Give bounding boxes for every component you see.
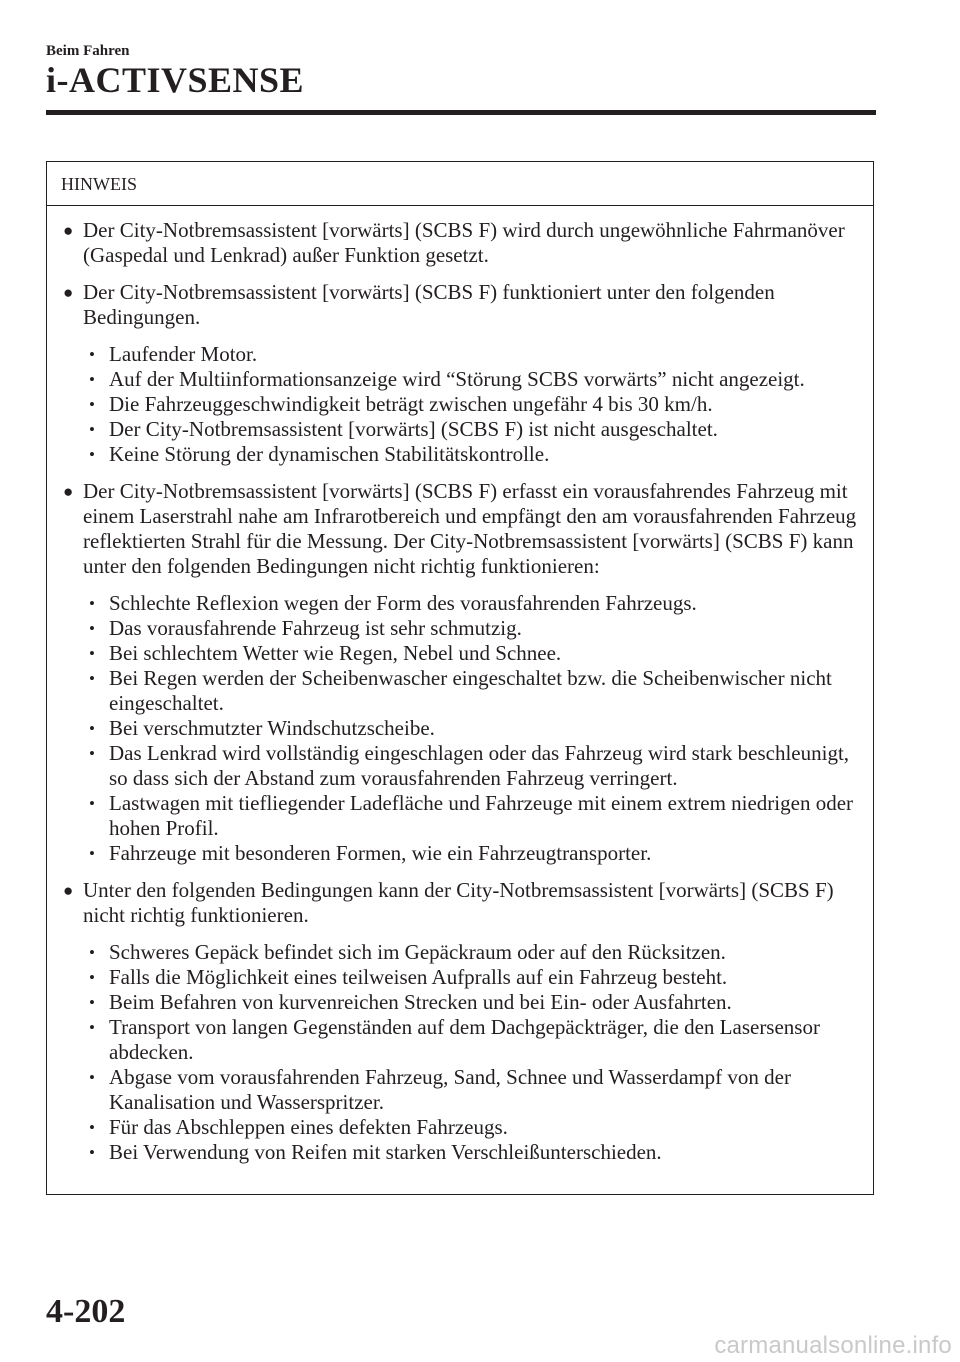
sub-bullet-icon: • (89, 594, 95, 613)
note-subitem-text: Beim Befahren von kurvenreichen Strecken und bei Ein- oder Ausfahrten. (109, 990, 732, 1014)
sub-bullet-icon: • (89, 744, 95, 763)
note-subitem-text: Schweres Gepäck befindet sich im Gepäckraum oder auf den Rücksitzen. (109, 940, 726, 964)
note-subitem (87, 1115, 861, 1140)
note-subitem (87, 392, 861, 417)
note-item-text: Der City-Notbremsassistent [vorwärts] (SCBS F) wird durch ungewöhnliche Fahrmanöver (Gaspedal und Lenkrad) außer Funktion gesetzt. (83, 218, 845, 267)
note-item (61, 218, 861, 268)
note-subitem-text: Die Fahrzeuggeschwindigkeit beträgt zwischen ungefähr 4 bis 30 km/h. (109, 392, 713, 416)
note-subitem-text: Für das Abschleppen eines defekten Fahrzeugs. (109, 1115, 508, 1139)
sub-bullet-icon: • (89, 943, 95, 962)
note-subitem (87, 342, 861, 367)
note-subitem-text: Bei Verwendung von Reifen mit starken Verschleißunterschieden. (109, 1140, 662, 1164)
note-subitem (87, 716, 861, 741)
note-subitem (87, 841, 861, 866)
note-body (47, 206, 873, 1165)
note-item (61, 280, 861, 467)
note-subitem-text: Keine Störung der dynamischen Stabilitätskontrolle. (109, 442, 550, 466)
note-subitem-text: Bei Regen werden der Scheibenwascher eingeschaltet bzw. die Scheibenwischer nicht eingeschaltet. (109, 666, 832, 715)
note-subitem (87, 990, 861, 1015)
sub-bullet-icon: • (89, 1068, 95, 1087)
note-box (46, 161, 874, 1195)
note-subitem (87, 940, 861, 965)
page-number: 4-202 (46, 1293, 126, 1330)
sub-bullet-icon: • (89, 719, 95, 738)
sub-bullet-icon: • (89, 993, 95, 1012)
note-subitem (87, 616, 861, 641)
sub-bullet-icon: • (89, 370, 95, 389)
note-subitem-text: Der City-Notbremsassistent [vorwärts] (SCBS F) ist nicht ausgeschaltet. (109, 417, 718, 441)
note-subitem-text: Lastwagen mit tiefliegender Ladefläche und Fahrzeuge mit einem extrem niedrigen oder hohen Profil. (109, 791, 854, 840)
note-subitem-text: Das vorausfahrende Fahrzeug ist sehr schmutzig. (109, 616, 522, 640)
note-subitem (87, 965, 861, 990)
bullet-icon: ● (63, 482, 74, 501)
sub-bullet-icon: • (89, 844, 95, 863)
note-sublist (83, 591, 861, 866)
note-subitem (87, 417, 861, 442)
sub-bullet-icon: • (89, 1118, 95, 1137)
sub-bullet-icon: • (89, 669, 95, 688)
note-subitem-text: Schlechte Reflexion wegen der Form des vorausfahrenden Fahrzeugs. (109, 591, 697, 615)
sub-bullet-icon: • (89, 345, 95, 364)
note-subitem (87, 741, 861, 791)
note-subitem-text: Bei schlechtem Wetter wie Regen, Nebel und Schnee. (109, 641, 562, 665)
note-subitem (87, 1140, 861, 1165)
note-subitem (87, 666, 861, 716)
sub-bullet-icon: • (89, 420, 95, 439)
header-divider (46, 110, 876, 115)
note-sublist (83, 940, 861, 1165)
note-item (61, 479, 861, 866)
bullet-icon: ● (63, 283, 74, 302)
note-subitem-text: Fahrzeuge mit besonderen Formen, wie ein Fahrzeugtransporter. (109, 841, 652, 865)
watermark: carmanualsonline.info (714, 1332, 952, 1359)
note-subitem-text: Bei verschmutzter Windschutzscheibe. (109, 716, 435, 740)
sub-bullet-icon: • (89, 395, 95, 414)
bullet-icon: ● (63, 881, 74, 900)
note-subitem (87, 591, 861, 616)
sub-bullet-icon: • (89, 1018, 95, 1037)
note-item (61, 878, 861, 1165)
sub-bullet-icon: • (89, 1143, 95, 1162)
sub-bullet-icon: • (89, 644, 95, 663)
note-subitem (87, 1015, 861, 1065)
sub-bullet-icon: • (89, 968, 95, 987)
note-item-text: Der City-Notbremsassistent [vorwärts] (SCBS F) erfasst ein vorausfahrendes Fahrzeug mit einem Laserstrahl nahe am Infrarotbereich und empfängt den am vorausfahrenden Fahrzeug reflektierten Strahl für die Messung. Der City-Notbremsassistent [vorwärts] (SCBS F) kann unter den folgenden Bedingungen nicht richtig funktionieren: (83, 479, 857, 578)
note-subitem (87, 1065, 861, 1115)
sub-bullet-icon: • (89, 445, 95, 464)
note-subitem-text: Das Lenkrad wird vollständig eingeschlagen oder das Fahrzeug wird stark beschleunigt, so dass sich der Abstand zum vorausfahrenden Fahrzeug verringert. (109, 741, 850, 790)
note-header: HINWEIS (47, 162, 873, 206)
note-item-text: Der City-Notbremsassistent [vorwärts] (SCBS F) funktioniert unter den folgenden Bedingungen. (83, 280, 775, 329)
note-subitem (87, 442, 861, 467)
bullet-icon: ● (63, 221, 74, 240)
note-subitem-text: Laufender Motor. (109, 342, 258, 366)
sub-bullet-icon: • (89, 619, 95, 638)
note-subitem (87, 791, 861, 841)
sub-bullet-icon: • (89, 794, 95, 813)
note-subitem (87, 367, 861, 392)
note-subitem-text: Transport von langen Gegenständen auf dem Dachgepäckträger, die den Lasersensor abdecken. (109, 1015, 820, 1064)
page-title: i-ACTIVSENSE (46, 60, 305, 100)
note-subitem-text: Falls die Möglichkeit eines teilweisen Aufpralls auf ein Fahrzeug besteht. (109, 965, 728, 989)
note-subitem-text: Auf der Multiinformationsanzeige wird “Störung SCBS vorwärts” nicht angezeigt. (109, 367, 805, 391)
note-subitem-text: Abgase vom vorausfahrenden Fahrzeug, Sand, Schnee und Wasserdampf von der Kanalisation und Wasserspritzer. (109, 1065, 791, 1114)
note-subitem (87, 641, 861, 666)
note-item-text: Unter den folgenden Bedingungen kann der City-Notbremsassistent [vorwärts] (SCBS F) nicht richtig funktionieren. (83, 878, 834, 927)
note-sublist (83, 342, 861, 467)
section-label: Beim Fahren (46, 43, 130, 59)
